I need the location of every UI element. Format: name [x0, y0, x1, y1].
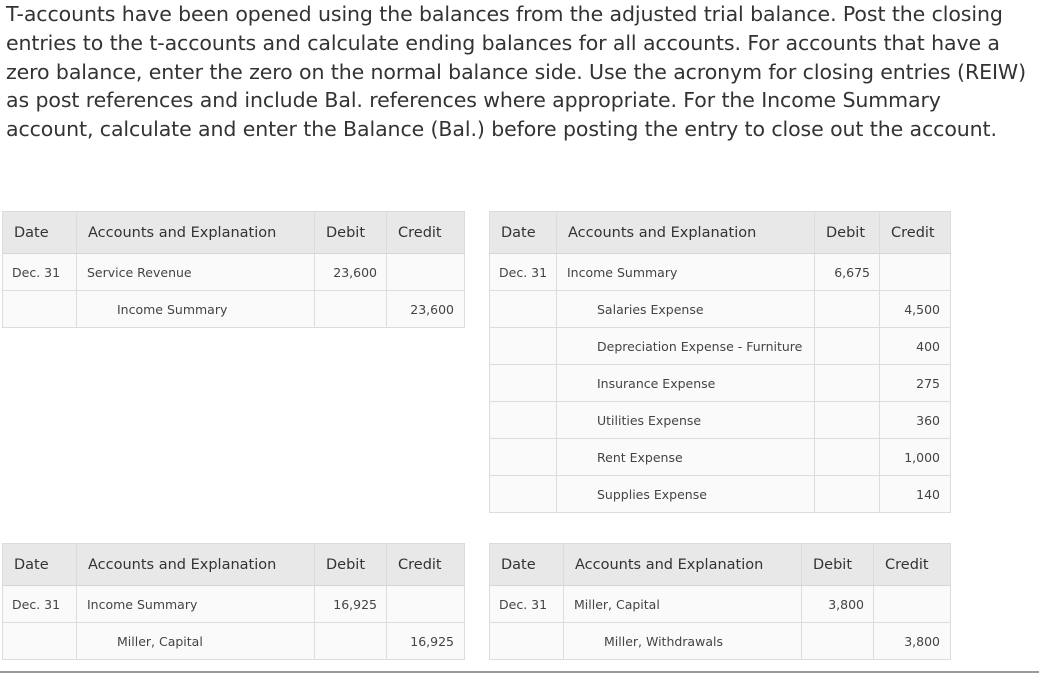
journal-header-row	[490, 544, 951, 586]
header-accounts: Accounts and Explanation	[77, 212, 315, 254]
entry-date	[490, 439, 557, 476]
entry-credit: 4,500	[880, 291, 951, 328]
table-row	[3, 291, 465, 328]
entry-date: Dec. 31	[3, 254, 77, 291]
entry-credit	[874, 586, 951, 623]
entry-credit	[387, 586, 465, 623]
entry-account: Miller, Withdrawals	[564, 623, 802, 660]
entry-debit: 23,600	[315, 254, 387, 291]
entry-date	[490, 623, 564, 660]
entry-debit	[802, 623, 874, 660]
header-credit: Credit	[874, 544, 951, 586]
entry-credit: 275	[880, 365, 951, 402]
entry-credit: 140	[880, 476, 951, 513]
entry-date	[490, 365, 557, 402]
table-row	[490, 476, 951, 513]
entry-debit: 6,675	[815, 254, 880, 291]
header-debit: Debit	[802, 544, 874, 586]
journal-withdrawals-closing	[489, 543, 951, 660]
entry-credit	[880, 254, 951, 291]
entry-credit: 23,600	[387, 291, 465, 328]
table-row	[3, 623, 465, 660]
entry-date: Dec. 31	[490, 586, 564, 623]
header-debit: Debit	[815, 212, 880, 254]
entry-debit: 16,925	[315, 586, 387, 623]
header-date: Date	[3, 544, 77, 586]
entry-account: Utilities Expense	[557, 402, 815, 439]
entry-account: Income Summary	[557, 254, 815, 291]
header-date: Date	[3, 212, 77, 254]
entry-debit	[815, 402, 880, 439]
entry-account: Income Summary	[77, 291, 315, 328]
entry-credit: 3,800	[874, 623, 951, 660]
table-row	[490, 439, 951, 476]
entry-debit	[815, 365, 880, 402]
journal-header-row	[490, 212, 951, 254]
entry-account: Service Revenue	[77, 254, 315, 291]
entry-debit: 3,800	[802, 586, 874, 623]
entry-credit: 1,000	[880, 439, 951, 476]
journal-expenses-closing	[489, 211, 951, 513]
entry-debit	[315, 623, 387, 660]
entry-date	[490, 402, 557, 439]
entry-account: Miller, Capital	[564, 586, 802, 623]
entry-account: Depreciation Expense - Furniture	[557, 328, 815, 365]
entry-credit: 16,925	[387, 623, 465, 660]
entry-date	[490, 328, 557, 365]
entry-account: Supplies Expense	[557, 476, 815, 513]
table-row	[490, 254, 951, 291]
journal-income-summary-closing	[2, 543, 465, 660]
header-date: Date	[490, 212, 557, 254]
table-row	[3, 254, 465, 291]
entry-date	[490, 476, 557, 513]
header-accounts: Accounts and Explanation	[77, 544, 315, 586]
table-row	[490, 623, 951, 660]
entry-debit	[815, 476, 880, 513]
journal-revenue-closing	[2, 211, 465, 328]
header-accounts: Accounts and Explanation	[557, 212, 815, 254]
table-row	[490, 402, 951, 439]
entry-date: Dec. 31	[490, 254, 557, 291]
table-row	[3, 586, 465, 623]
entry-debit	[815, 291, 880, 328]
entry-account: Salaries Expense	[557, 291, 815, 328]
header-credit: Credit	[880, 212, 951, 254]
entry-credit: 360	[880, 402, 951, 439]
journal-header-row	[3, 544, 465, 586]
entry-date: Dec. 31	[3, 586, 77, 623]
header-accounts: Accounts and Explanation	[564, 544, 802, 586]
table-row	[490, 291, 951, 328]
table-row	[490, 328, 951, 365]
table-row	[490, 365, 951, 402]
entry-credit: 400	[880, 328, 951, 365]
header-date: Date	[490, 544, 564, 586]
header-debit: Debit	[315, 212, 387, 254]
header-credit: Credit	[387, 544, 465, 586]
instructions-text: T-accounts have been opened using the balances from the adjusted trial balance. Post the closing entries to the t-accounts and calculate ending balances for all accounts. For accounts that have a zero balance, enter the zero on the normal balance side. Use the acronym for closing entries (REIW) as post references and include Bal. references where appropriate. For the Income Summary account, calculate and enter the Balance (Bal.) before posting the entry to close out the account.	[6, 2, 1026, 142]
entry-account: Insurance Expense	[557, 365, 815, 402]
entry-debit	[815, 328, 880, 365]
journal-header-row	[3, 212, 465, 254]
entry-date	[3, 623, 77, 660]
entry-account: Miller, Capital	[77, 623, 315, 660]
entry-account: Rent Expense	[557, 439, 815, 476]
header-debit: Debit	[315, 544, 387, 586]
entry-debit	[815, 439, 880, 476]
entry-date	[490, 291, 557, 328]
entry-debit	[315, 291, 387, 328]
entry-account: Income Summary	[77, 586, 315, 623]
entry-date	[3, 291, 77, 328]
entry-credit	[387, 254, 465, 291]
header-credit: Credit	[387, 212, 465, 254]
table-row	[490, 586, 951, 623]
